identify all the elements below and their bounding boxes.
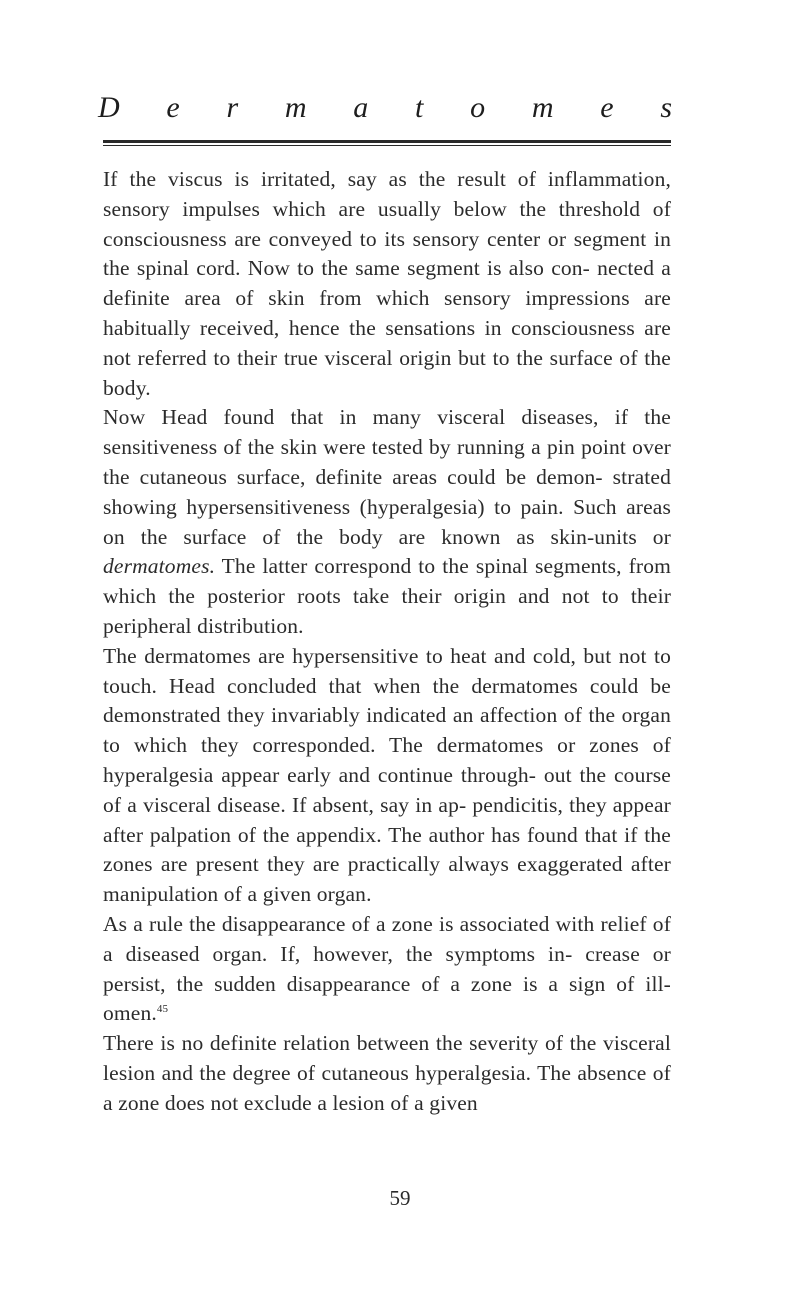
paragraph-3: The dermatomes are hypersensitive to heat and cold, but not to touch. Head concluded that when the dermatomes could be demonstrated they invariably indicated an affection of the organ to which they corresponded. The dermatomes or zones of hyperalgesia appear early and continue through- out the course of a visceral disease. If absent, say in ap- pendicitis, they appear after palpation of the appendix. The author has found that if the zones are present they are practically always exaggerated after manipulation of a given organ.: [103, 643, 671, 907]
header-rule-thin: [103, 145, 671, 146]
paragraph-4: [103, 910, 671, 1029]
paragraph-4-text: As a rule the disappearance of a zone is associated with relief of a diseased organ. If, however, the symptoms in- crease or persist, the sudden disappearance of a zone is a sign of ill-omen.: [103, 911, 671, 1026]
paragraph-1: If the viscus is irritated, say as the result of inflammation, sensory impulses which are usually below the threshold of consciousness are conveyed to its sensory center or segment in the spinal cord. Now to the same segment is also con- nected a definite area of skin from which sensory impressions are habitually received, hence the sensations in consciousness are not referred to their true visceral origin but to the surface of the body.: [103, 167, 671, 400]
running-head-letter: t: [415, 91, 424, 124]
header-rule-thick: [103, 140, 671, 143]
running-head-letter: m: [531, 91, 554, 124]
running-head-letter: r: [226, 91, 239, 124]
body-text: [103, 165, 671, 1119]
running-head-letter: o: [470, 91, 486, 124]
running-head: [98, 84, 672, 132]
running-head-letter: a: [353, 91, 369, 124]
dermatomes-term: dermatomes.: [103, 554, 216, 579]
running-head-letter: e: [166, 91, 180, 124]
page-number: 59: [389, 1186, 411, 1210]
paragraph-2-text-after: The latter correspond to the spinal segments, from which the posterior roots take their origin and not to their peripheral distribution.: [103, 554, 671, 638]
paragraph-5: There is no definite relation between the severity of the visceral lesion and the degree of cutaneous hyperalgesia. The absence of a zone does not exclude a lesion of a given: [103, 1031, 671, 1115]
running-head-letter: s: [660, 91, 672, 124]
running-head-letter: m: [284, 91, 307, 124]
paragraph-2-text-before: Now Head found that in many visceral diseases, if the sensitiveness of the skin were tested by running a pin point over the cutaneous surface, definite areas could be demon- strated showing hypersensitiveness (hyperalgesia) to pain. Such areas on the surface of the body are known as skin-units or: [103, 405, 671, 549]
running-head-letter: e: [600, 91, 614, 124]
footnote-reference: 45: [156, 1003, 169, 1016]
paragraph-2: [103, 403, 671, 641]
running-head-letter: D: [98, 91, 120, 124]
